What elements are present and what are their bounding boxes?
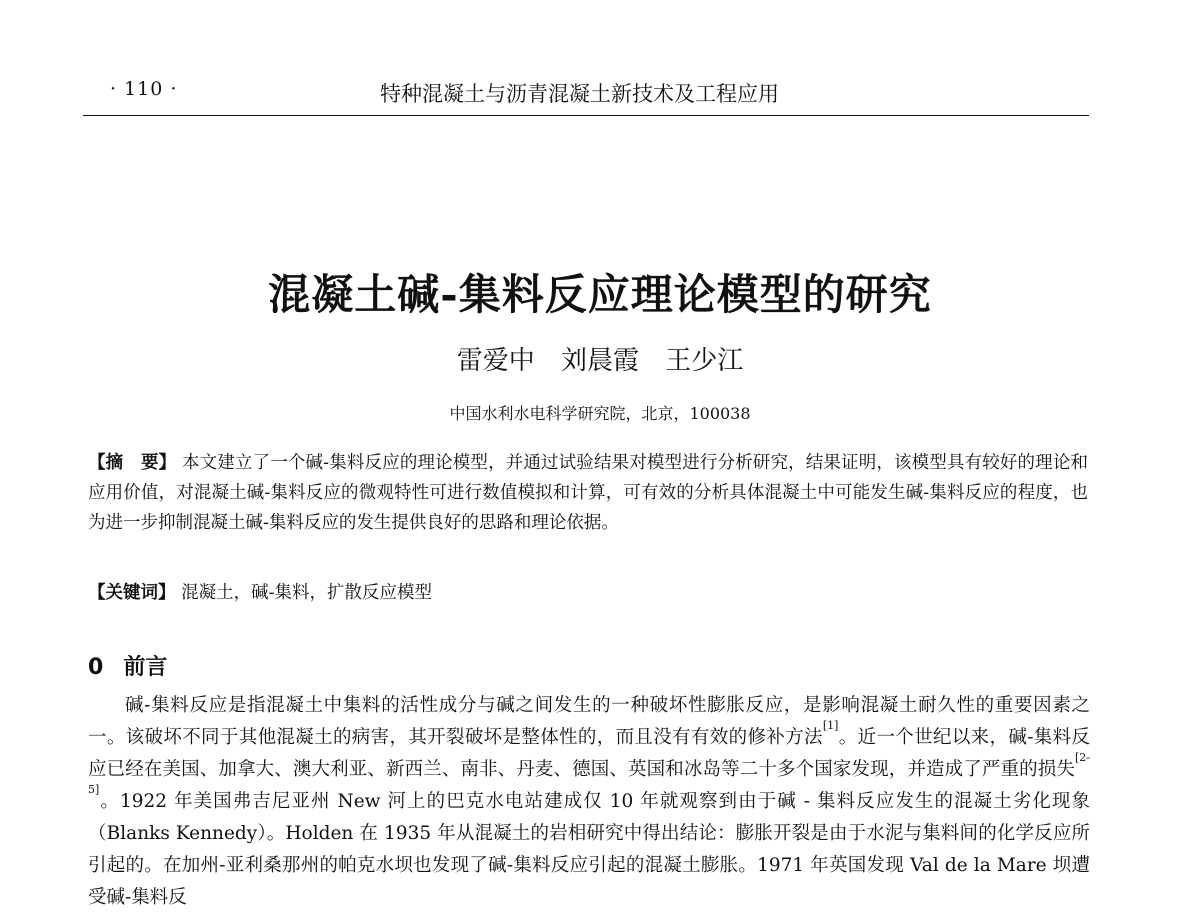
article-affiliation: 中国水利水电科学研究院，北京，100038 [449, 404, 751, 423]
section-title: 前言 [123, 655, 168, 680]
header-rule [83, 115, 1089, 116]
article-authors: 雷爱中 刘晨霞 王少江 [456, 346, 744, 376]
paragraph-text-2: 。近一个世纪以来，碱-集料反应已经在美国、加拿大、澳大利亚、新西兰、南非、丹麦、德国、英国和冰岛等二十多个国家发现，并造成了严重的损失 [88, 727, 1090, 780]
keywords-label: 【关键词】 [88, 583, 176, 603]
paragraph-text-1: 碱-集料反应是指混凝土中集料的活性成分与碱之间发生的一种破坏性膨胀反应，是影响混凝土耐久性的重要因素之一。该破坏不同于其他混凝土的病害，其开裂破坏是整体性的，而且没有有效的修补方法 [88, 695, 1090, 748]
running-title: 特种混凝土与沥青混凝土新技术及工程应用 [380, 82, 779, 106]
paragraph-text-3: 。1922 年美国弗吉尼亚州 New 河上的巴克水电站建成仅 10 年就观察到由于碱 - 集料反应发生的混凝土劣化现象（Blanks Kennedy）。Holden 在 1935 年从混凝土的岩相研究中得出结论：膨胀开裂是由于水泥与集料间的化学反应所引起的。在加州-亚利桑那州的帕克水坝也发现了碱-集料反应引起的混凝土膨胀。1971 年英国发现 Val de la Mare 坝遭受碱-集料反 [88, 791, 1090, 908]
citation-ref: [1] [822, 719, 839, 732]
abstract-label: 【摘 要】 [88, 453, 177, 473]
article-title: 混凝土碱-集料反应理论模型的研究 [268, 270, 932, 319]
citation-ref: [2-5] [88, 751, 1090, 796]
page-number: · 110 · [110, 78, 178, 100]
body-text [88, 690, 1090, 914]
section-heading [88, 650, 167, 681]
section-number: 0 [88, 655, 104, 680]
keywords [88, 578, 1088, 608]
abstract [88, 448, 1088, 538]
running-header [110, 78, 1088, 112]
keywords-text: 混凝土，碱-集料，扩散反应模型 [181, 583, 432, 603]
paragraph [88, 690, 1090, 914]
abstract-text: 本文建立了一个碱-集料反应的理论模型，并通过试验结果对模型进行分析研究，结果证明，该模型具有较好的理论和应用价值，对混凝土碱-集料反应的微观特性可进行数值模拟和计算，可有效的分析具体混凝土中可能发生碱-集料反应的程度，也为进一步抑制混凝土碱-集料反应的发生提供良好的思路和理论依据。 [88, 453, 1088, 533]
